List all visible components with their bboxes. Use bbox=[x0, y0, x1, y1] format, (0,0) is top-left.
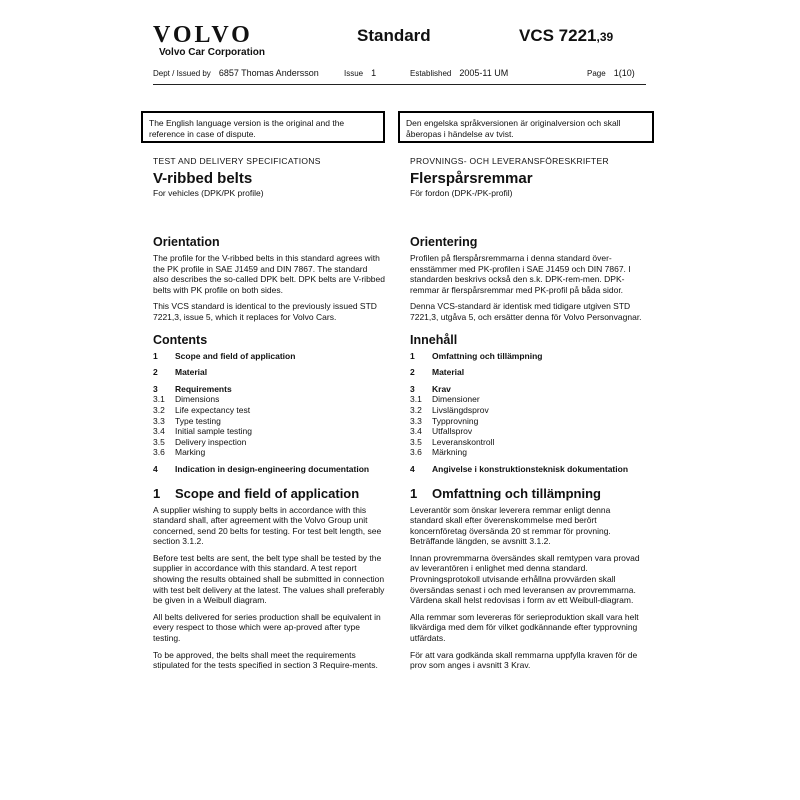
issue-value: 1 bbox=[371, 68, 377, 78]
toc-subitem[interactable]: 3.4 Utfallsprov bbox=[410, 426, 473, 437]
toc-subitem[interactable]: 3.5 Delivery inspection bbox=[153, 436, 247, 447]
toc-subitem[interactable]: 3.5 Leveranskontroll bbox=[410, 436, 495, 447]
toc-item-2[interactable]: 2 Material bbox=[153, 367, 208, 378]
toc-subitem[interactable]: 3.3 Typprovning bbox=[410, 415, 479, 426]
contents-heading: Innehåll bbox=[410, 332, 458, 347]
document-number bbox=[519, 26, 613, 47]
scope-paragraph-2: Before test belts are sent, the belt type shall be tested by the supplier in accordance with this standard. A test report showing the results obtained shall be submitted in connection with test belt delivery at the latest. The values shall preferably be given in a Weibull diagram. bbox=[153, 552, 385, 606]
notice-box-en: The English language version is the original and the reference in case of dispute. bbox=[141, 111, 385, 143]
orientation-heading: Orientation bbox=[153, 235, 220, 249]
company-name: Volvo Car Corporation bbox=[159, 47, 265, 58]
document-subtitle: För fordon (DPK-/PK-profil) bbox=[410, 188, 513, 198]
orientation-paragraph-1: The profile for the V-ribbed belts in this standard agrees with the PK profile in SAE J1459 and DIN 7867. The standard also describes the so-called DPK belt. DPK belts are V-ribbed belts with PK profile on both sides. bbox=[153, 253, 385, 295]
toc-item-4[interactable]: 4 Indication in design-engineering documentation bbox=[153, 463, 370, 474]
contents-heading: Contents bbox=[153, 332, 208, 347]
established-field bbox=[410, 68, 508, 79]
page-label: Page bbox=[587, 69, 606, 78]
scope-paragraph-1: Leverantör som önskar leverera remmar enligt denna standard skall efter överenskommelse med berört koncernföretag översända 20 st remmar för provning. Beträffande längden, se avsnitt 3.1.2. bbox=[410, 504, 611, 547]
orientation-paragraph-2: Denna VCS-standard är identisk med tidigare utgiven STD 7221,3, utgåva 5, och ersätter denna för Volvo Personvagnar. bbox=[410, 301, 642, 322]
toc-subitem[interactable]: 3.2 Livslängdsprov bbox=[410, 404, 489, 415]
english-column bbox=[153, 156, 385, 677]
document-type: Standard bbox=[357, 26, 431, 45]
toc-item-3[interactable]: 3 Krav bbox=[410, 383, 451, 394]
spec-label: PROVNINGS- OCH LEVERANSFÖRESKRIFTER bbox=[410, 156, 609, 166]
dept-field bbox=[153, 68, 319, 79]
scope-paragraph-1: A supplier wishing to supply belts in accordance with this standard shall, after agreement with the Volvo Group unit concerned, send 20 belts for testing. For test belt length, see section 3.1.2. bbox=[153, 504, 382, 547]
document-number-main: VCS 7221 bbox=[519, 26, 597, 45]
swedish-column bbox=[410, 156, 642, 677]
scope-paragraph-4: För att vara godkända skall remmarna uppfylla kraven för de prov som anges i avsnitt 3 Krav. bbox=[410, 649, 638, 671]
established-label: Established bbox=[410, 69, 452, 78]
toc-subitem[interactable]: 3.6 Marking bbox=[153, 447, 206, 458]
toc-subitem[interactable]: 3.4 Initial sample testing bbox=[153, 426, 253, 437]
scope-paragraph-4: To be approved, the belts shall meet the requirements stipulated for the tests specified in section 3 Require-ments. bbox=[153, 649, 378, 671]
toc-subitem[interactable]: 3.3 Type testing bbox=[153, 415, 221, 426]
volvo-logo: VOLVO bbox=[153, 22, 253, 48]
toc-subitem[interactable]: 3.1 Dimensioner bbox=[410, 394, 480, 405]
dept-value: 6857 Thomas Andersson bbox=[218, 68, 319, 78]
established-value: 2005-11 UM bbox=[459, 68, 509, 78]
toc-item-2[interactable]: 2 Material bbox=[410, 367, 465, 378]
toc-item-1[interactable]: 1 Omfattning och tillämpning bbox=[410, 350, 543, 361]
issue-field bbox=[344, 68, 376, 79]
toc-subitem[interactable]: 3.1 Dimensions bbox=[153, 394, 220, 405]
scope-heading: 1 Scope and field of application bbox=[153, 485, 360, 501]
toc-subitem[interactable]: 3.2 Life expectancy test bbox=[153, 404, 251, 415]
spec-label: TEST AND DELIVERY SPECIFICATIONS bbox=[153, 156, 321, 166]
page-field bbox=[587, 68, 635, 79]
document-title: Flerspårsremmar bbox=[410, 170, 533, 187]
orientation-paragraph-2: This VCS standard is identical to the previously issued STD 7221,3, issue 5, which it replaces for Volvo Cars. bbox=[153, 301, 377, 322]
scope-paragraph-2: Innan provremmarna översändes skall remtypen vara provad av leverantören i enlighet med denna standard. Provningsprotokoll utvisande erhållna provvärden skall översändas senast i och med leveransen av provremmarna. Värdena skall helst redovisas i form av ett Weibull-diagram. bbox=[410, 552, 640, 606]
toc-subitem[interactable]: 3.6 Märkning bbox=[410, 447, 467, 458]
dept-label: Dept / Issued by bbox=[153, 69, 211, 78]
document-number-suffix: ,39 bbox=[596, 30, 614, 44]
scope-paragraph-3: Alla remmar som levereras för serieproduktion skall vara helt likvärdiga med dem för vilket godkännande efter typprovning utfärdats. bbox=[410, 611, 639, 644]
toc-item-1[interactable]: 1 Scope and field of application bbox=[153, 350, 296, 361]
page-value: 1(10) bbox=[613, 68, 635, 78]
table-of-contents bbox=[153, 351, 385, 475]
table-of-contents bbox=[410, 351, 642, 475]
toc-item-3[interactable]: 3 Requirements bbox=[153, 383, 232, 394]
scope-heading: 1 Omfattning och tillämpning bbox=[410, 485, 601, 501]
document-title: V-ribbed belts bbox=[153, 170, 253, 187]
orientation-heading: Orientering bbox=[410, 235, 478, 249]
toc-item-4[interactable]: 4 Angivelse i konstruktionsteknisk dokumentation bbox=[410, 463, 629, 474]
document-subtitle: For vehicles (DPK/PK profile) bbox=[153, 188, 264, 198]
orientation-paragraph-1: Profilen på flerspårsremmarna i denna standard över-ensstämmer med PK-profilen i SAE J1459 och DIN 7867. I standarden beskrivs också den s.k. DPK-rem-men. DPK-remmar är flerspårsremmar med PK-profil på båda sidor. bbox=[410, 253, 631, 295]
header-divider bbox=[153, 84, 646, 85]
scope-paragraph-3: All belts delivered for series production shall be equivalent in every respect to those which were ap-proved after type testing. bbox=[153, 611, 381, 644]
notice-box-sv: Den engelska språkversionen är originalversion och skall åberopas i händelse av tvist. bbox=[398, 111, 654, 143]
issue-label: Issue bbox=[344, 69, 364, 78]
